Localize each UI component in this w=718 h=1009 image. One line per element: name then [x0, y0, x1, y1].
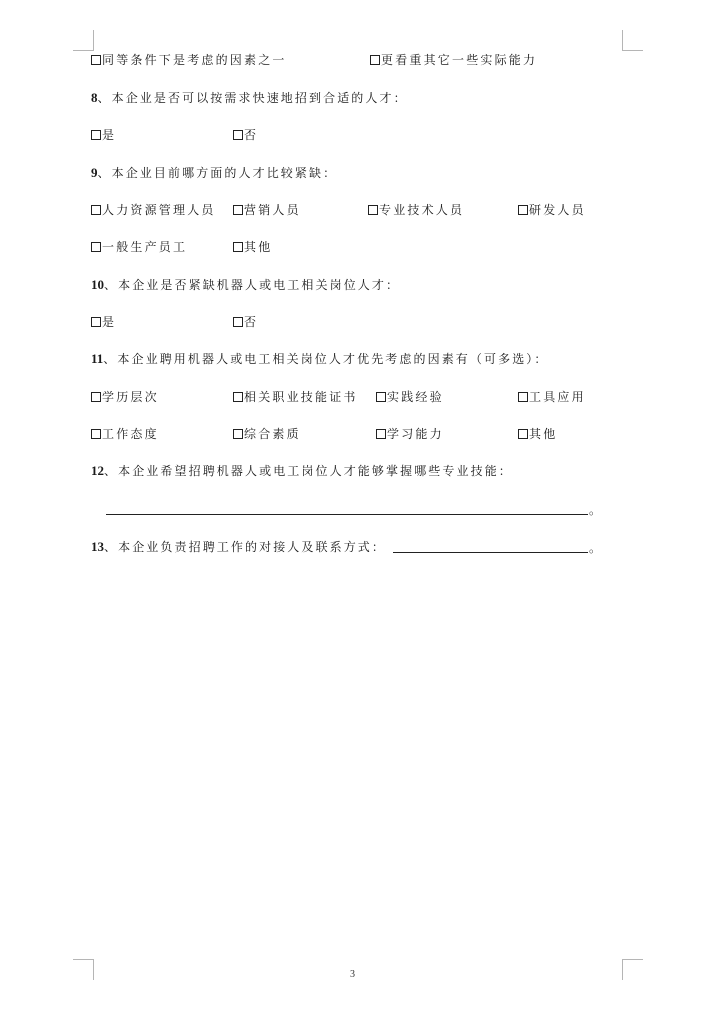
checkbox-icon[interactable]	[233, 130, 243, 140]
option-checkbox[interactable]: 否	[233, 127, 258, 143]
question-9: 9、本企业目前哪方面的人才比较紧缺：	[91, 165, 338, 180]
option-checkbox[interactable]: 综合素质	[233, 426, 301, 442]
checkbox-icon[interactable]	[91, 317, 101, 327]
question-13: 13、本企业负责招聘工作的对接人及联系方式：	[91, 539, 387, 554]
checkbox-icon[interactable]	[376, 392, 386, 402]
crop-mark-bottom-left	[73, 959, 94, 980]
option-checkbox[interactable]: 工作态度	[91, 426, 159, 442]
option-checkbox[interactable]: 其他	[233, 239, 272, 255]
question-10: 10、本企业是否紧缺机器人或电工相关岗位人才：	[91, 277, 401, 292]
option-checkbox[interactable]: 研发人员	[518, 202, 586, 218]
checkbox-icon[interactable]	[91, 55, 101, 65]
checkbox-icon[interactable]	[233, 429, 243, 439]
option-checkbox[interactable]: 人力资源管理人员	[91, 202, 216, 218]
option-checkbox[interactable]: 其他	[518, 426, 557, 442]
option-checkbox[interactable]: 学历层次	[91, 389, 159, 405]
checkbox-icon[interactable]	[91, 392, 101, 402]
checkbox-icon[interactable]	[370, 55, 380, 65]
option-checkbox[interactable]: 实践经验	[376, 389, 444, 405]
checkbox-icon[interactable]	[91, 205, 101, 215]
answer-blank-line[interactable]	[106, 514, 588, 515]
checkbox-icon[interactable]	[233, 392, 243, 402]
checkbox-icon[interactable]	[518, 392, 528, 402]
crop-mark-bottom-right	[622, 959, 643, 980]
question-8: 8、本企业是否可以按需求快速地招到合适的人才：	[91, 90, 408, 105]
checkbox-icon[interactable]	[518, 429, 528, 439]
checkbox-icon[interactable]	[91, 429, 101, 439]
crop-mark-top-left	[73, 30, 94, 51]
checkbox-icon[interactable]	[368, 205, 378, 215]
option-checkbox[interactable]: 是	[91, 314, 116, 330]
checkbox-icon[interactable]	[91, 130, 101, 140]
sentence-end: 。	[589, 541, 602, 555]
checkbox-icon[interactable]	[518, 205, 528, 215]
sentence-end: 。	[589, 503, 602, 517]
option-checkbox[interactable]: 学习能力	[376, 426, 444, 442]
question-11: 11、本企业聘用机器人或电工相关岗位人才优先考虑的因素有（可多选）：	[91, 351, 549, 366]
answer-blank-line[interactable]	[393, 552, 588, 553]
option-checkbox[interactable]: 否	[233, 314, 258, 330]
page-number: 3	[350, 969, 355, 980]
option-checkbox[interactable]: 一般生产员工	[91, 239, 187, 255]
checkbox-icon[interactable]	[233, 242, 243, 252]
option-checkbox[interactable]: 相关职业技能证书	[233, 389, 358, 405]
crop-mark-top-right	[622, 30, 643, 51]
checkbox-icon[interactable]	[376, 429, 386, 439]
option-checkbox[interactable]: 更看重其它一些实际能力	[370, 52, 537, 68]
checkbox-icon[interactable]	[233, 205, 243, 215]
option-checkbox[interactable]: 营销人员	[233, 202, 301, 218]
option-checkbox[interactable]: 同等条件下是考虑的因素之一	[91, 52, 287, 68]
question-12: 12、本企业希望招聘机器人或电工岗位人才能够掌握哪些专业技能：	[91, 463, 513, 478]
option-checkbox[interactable]: 专业技术人员	[368, 202, 464, 218]
checkbox-icon[interactable]	[91, 242, 101, 252]
option-checkbox[interactable]: 是	[91, 127, 116, 143]
checkbox-icon[interactable]	[233, 317, 243, 327]
option-checkbox[interactable]: 工具应用	[518, 389, 586, 405]
